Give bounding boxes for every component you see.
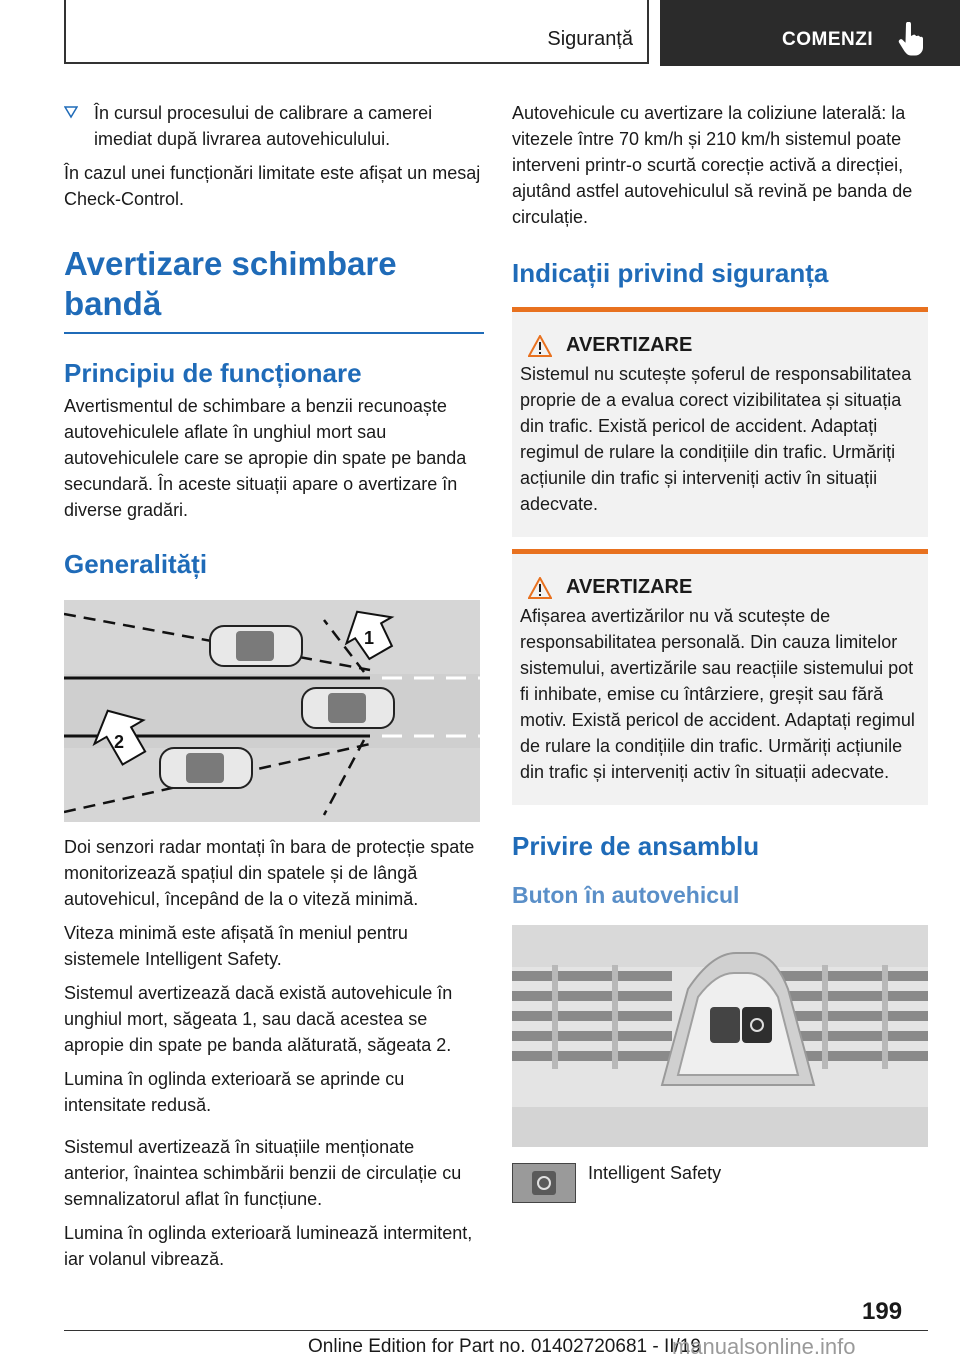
section-title: Siguranță	[547, 28, 633, 50]
triangle-bullet-icon	[64, 105, 78, 119]
warning-title	[520, 334, 920, 357]
car-middle	[302, 688, 394, 728]
left-column	[64, 100, 484, 1272]
section-heading: Privire de ansamblu	[512, 831, 760, 861]
lane-diagram	[64, 600, 480, 822]
paragraph: Avertismentul de schimbare a benzii recunoaște autovehiculele aflate în unghiul mort sau autovehiculele care se apropie din spate pe banda secundară. În aceste situații apare o avertizare în diverse gradări.	[64, 396, 467, 520]
blind-spot-illustration	[64, 600, 480, 822]
warning-title	[520, 576, 920, 599]
button-location-photo	[512, 925, 928, 1147]
page-heading: Avertizare schimbare bandă	[64, 244, 484, 334]
warning-title-text: AVERTIZARE	[566, 576, 693, 598]
bullet-item	[64, 100, 484, 152]
right-column	[512, 100, 928, 1207]
tab-comenzi[interactable]	[660, 0, 960, 66]
car-bottom	[160, 748, 252, 788]
paragraph: Viteza minimă este afișată în meniul pentru sistemele Intelligent Safety.	[64, 923, 408, 969]
paragraph: Lumina în oglinda exterioară luminează intermitent, iar volanul vibrează.	[64, 1223, 473, 1269]
paragraph: Doi senzori radar montați în bara de protecție spate monitorizează spațiul din spatele și de lângă autovehicul, începând de la o viteză minimă.	[64, 837, 475, 909]
hand-pointer-icon	[898, 22, 924, 56]
paragraph: În cazul unei funcționări limitate este afișat un mesaj Check-Control.	[64, 163, 481, 209]
paragraph: Sistemul avertizează dacă există autovehicule în unghiul mort, săgeata 1, sau dacă acestea se apropie din spate pe banda alăturată, săgeata 2.	[64, 983, 453, 1055]
section-heading: Generalități	[64, 549, 208, 579]
footer-divider	[64, 1330, 928, 1331]
button-legend	[512, 1163, 928, 1207]
page-number: 199	[862, 1298, 903, 1325]
footer-edition: Online Edition for Part no. 01402720681 - II/19	[308, 1336, 701, 1357]
tab-label: COMENZI	[782, 29, 874, 50]
header-section-box	[64, 0, 649, 64]
paragraph: Lumina în oglinda exterioară se aprinde cu intensitate redusă.	[64, 1069, 405, 1115]
warning-text: Sistemul nu scutește șoferul de responsabilitatea proprie de a evalua corect vizibilitatea și situația din trafic. Există pericol de accident. Adaptați regimul de rulare la condițiile din trafic. Urmăriți acțiunile din trafic și interveniți activ în situații adecvate.	[520, 364, 912, 514]
car-top	[210, 626, 302, 666]
arrow-2-label: 2	[114, 732, 125, 752]
bullet-text: În cursul procesului de calibrare a camerei imediat după livrarea autovehiculului.	[94, 103, 433, 149]
button-label: Intelligent Safety	[588, 1163, 722, 1183]
warning-triangle-icon	[528, 577, 552, 599]
intelligent-safety-button-icon	[512, 1163, 576, 1203]
section-heading: Principiu de funcționare	[64, 358, 362, 388]
subsection-heading: Buton în autovehicul	[512, 882, 740, 908]
warning-box-2	[512, 549, 928, 805]
warning-box-1	[512, 307, 928, 537]
arrow-1-label: 1	[364, 628, 375, 648]
warning-title-text: AVERTIZARE	[566, 334, 693, 356]
footer-watermark: manualsonline.info	[672, 1334, 856, 1359]
section-heading: Indicații privind siguranța	[512, 258, 829, 288]
dashboard-vents-image	[512, 925, 928, 1147]
warning-text: Afișarea avertizărilor nu vă scutește de responsabilitatea personală. Din cauza limitelor sistemului, avertizările sau reacțiile sistemului pot fi inhibate, emise cu întârziere, greșit sau fără motiv. Există pericol de accident. Adaptați regimul de rulare la condițiile din trafic. Urmăriți acțiunile din trafic și interveniți activ în situații adecvate.	[520, 606, 915, 782]
paragraph: Autovehicule cu avertizare la coliziune laterală: la vitezele între 70 km/h și 210 km/h sistemul poate interveni printr-o scurtă corecție activă a direcției, ajutând astfel autovehiculul să revină pe banda de circulație.	[512, 103, 913, 227]
warning-triangle-icon	[528, 335, 552, 357]
paragraph: Sistemul avertizează în situațiile menționate anterior, înaintea schimbării benzii de circulație cu semnalizatorul aflat în funcțiune.	[64, 1137, 462, 1209]
